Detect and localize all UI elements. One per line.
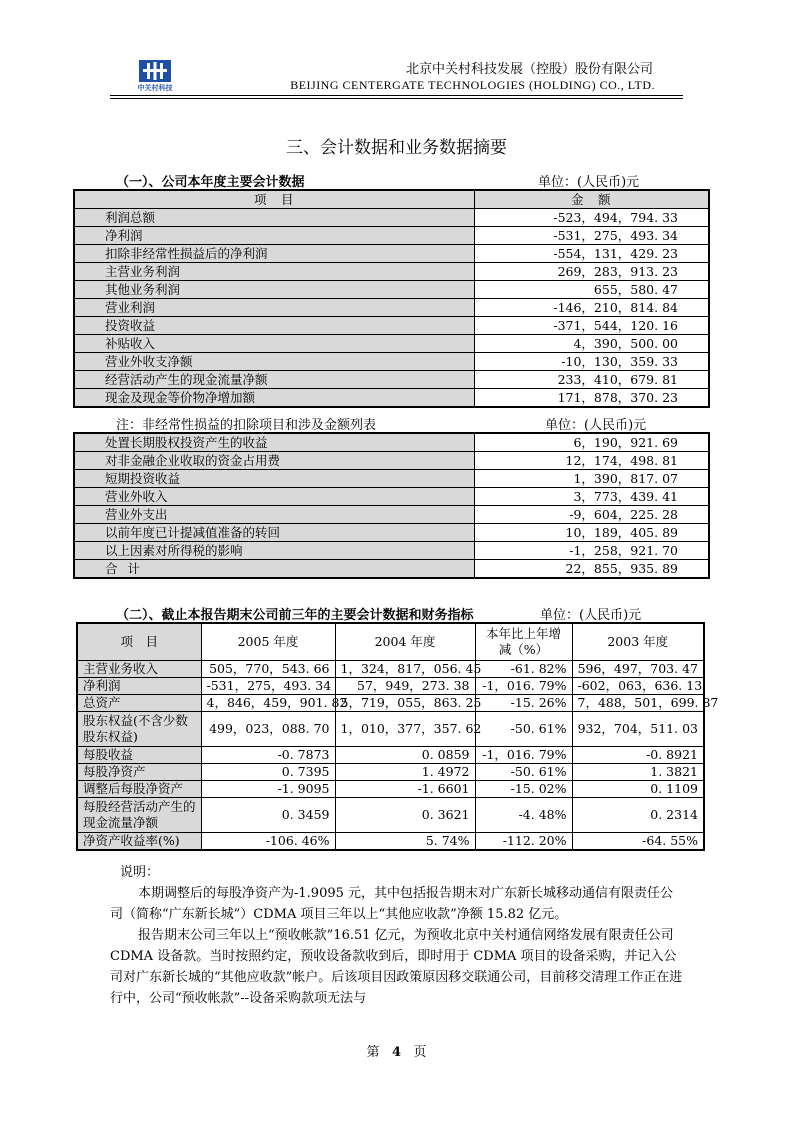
row-item: 短期投资收益 xyxy=(74,470,474,488)
col-amount-header: 金 额 xyxy=(474,190,709,209)
accounting-data-table xyxy=(73,189,710,408)
cell-2005: 0. 3459 xyxy=(201,798,335,833)
cell-change: -50. 61% xyxy=(475,764,572,781)
cell-2005: -106. 46% xyxy=(201,833,335,851)
note-text: 注：非经常性损益的扣除项目和涉及金额列表 xyxy=(116,418,377,433)
section1-unit: 单位：(人民币)元 xyxy=(538,175,640,190)
cell-2003: 0. 2314 xyxy=(572,798,704,833)
table-header-row xyxy=(74,190,709,209)
table-row xyxy=(74,488,709,506)
total-label: 合计 xyxy=(74,560,474,579)
company-name-en: BEIJING CENTERGATE TECHNOLOGIES (HOLDING) CO., LTD. xyxy=(290,78,655,92)
row-item: 补贴收入 xyxy=(74,335,474,353)
row-item: 对非金融企业收取的资金占用费 xyxy=(74,452,474,470)
table-row xyxy=(74,317,709,335)
row-amount: 171，878，370. 23 xyxy=(474,389,709,408)
total-row xyxy=(74,560,709,579)
section1-title: （一）、公司本年度主要会计数据 xyxy=(116,175,305,190)
logo-text: 中关村科技 xyxy=(137,84,173,92)
page-title: 三、会计数据和业务数据摘要 xyxy=(286,138,507,158)
row-item: 营业利润 xyxy=(74,299,474,317)
cell-2004: 0. 0859 xyxy=(335,747,475,764)
footer-suffix: 页 xyxy=(413,1045,427,1060)
table-row xyxy=(77,798,704,833)
cell-2005: -531，275，493. 34 xyxy=(201,678,335,695)
col-2005-header: 2005 年度 xyxy=(201,623,335,661)
row-item: 主营业务收入 xyxy=(77,661,201,678)
cell-change: -61. 82% xyxy=(475,661,572,678)
table-row xyxy=(74,209,709,227)
cell-2003: 596，497，703. 47 xyxy=(572,661,704,678)
col-change-header: 本年比上年增减（%） xyxy=(475,623,572,661)
row-item: 扣除非经常性损益后的净利润 xyxy=(74,245,474,263)
cell-2003: 1. 3821 xyxy=(572,764,704,781)
cell-2003: 7，488，501，699. 87 xyxy=(572,695,704,712)
table-row xyxy=(74,542,709,560)
explanation-paragraph: 报告期末公司三年以上“预收帐款”16.51 亿元，为预收北京中关村通信网络发展有限责任公司 CDMA 设备款。当时按照约定，预收设备款收到后，即时用于 CDMA 项目的设备采购，并记入公司对广东新长城的“其他应收款”帐户。后该项目因政策原因移交联通公司，目前移交清理工作正在进行中，公司“预收帐款”--设备采购款项无法与 xyxy=(110,928,683,1006)
header-rule-thin xyxy=(110,98,683,99)
cell-change: -112. 20% xyxy=(475,833,572,851)
section2-unit: 单位：(人民币)元 xyxy=(540,608,642,623)
cell-2005: -0. 7873 xyxy=(201,747,335,764)
cell-2005: 505，770，543. 66 xyxy=(201,661,335,678)
table-row xyxy=(74,452,709,470)
table-row xyxy=(74,389,709,408)
row-amount: -146，210，814. 84 xyxy=(474,299,709,317)
cell-2004: 1，010，377，357. 62 xyxy=(335,712,475,747)
cell-2003: -602，063，636. 13 xyxy=(572,678,704,695)
row-item: 净利润 xyxy=(77,678,201,695)
row-item: 以前年度已计提减值准备的转回 xyxy=(74,524,474,542)
cell-2003: 932，704，511. 03 xyxy=(572,712,704,747)
company-name-cn: 北京中关村科技发展（控股）股份有限公司 xyxy=(405,62,653,77)
cell-2003: -0. 8921 xyxy=(572,747,704,764)
cell-2005: -1. 9095 xyxy=(201,781,335,798)
row-item: 调整后每股净资产 xyxy=(77,781,201,798)
cell-2004: 5. 74% xyxy=(335,833,475,851)
cell-2005: 4，846，459，901. 82 xyxy=(201,695,335,712)
row-item: 主营业务利润 xyxy=(74,263,474,281)
cell-change: -1，016. 79% xyxy=(475,747,572,764)
row-item: 每股经营活动产生的现金流量净额 xyxy=(77,798,201,833)
row-amount: 1，390，817. 07 xyxy=(474,470,709,488)
cell-change: -4. 48% xyxy=(475,798,572,833)
row-item: 每股收益 xyxy=(77,747,201,764)
table-row xyxy=(74,524,709,542)
col-2003-header: 2003 年度 xyxy=(572,623,704,661)
row-amount: 3，773，439. 41 xyxy=(474,488,709,506)
cell-2004: 5，719，055，863. 25 xyxy=(335,695,475,712)
row-item: 每股净资产 xyxy=(77,764,201,781)
cell-2004: 0. 3621 xyxy=(335,798,475,833)
cell-2004: -1. 6601 xyxy=(335,781,475,798)
table-row xyxy=(74,227,709,245)
row-item: 其他业务利润 xyxy=(74,281,474,299)
section2-title: （二）、截止本报告期末公司前三年的主要会计数据和财务指标 xyxy=(116,608,474,623)
row-item: 经营活动产生的现金流量净额 xyxy=(74,371,474,389)
row-amount: 10，189，405. 89 xyxy=(474,524,709,542)
row-item: 处置长期股权投资产生的收益 xyxy=(74,433,474,452)
row-amount: -554，131，429. 23 xyxy=(474,245,709,263)
row-amount: -1，258，921. 70 xyxy=(474,542,709,560)
three-year-indicators-table xyxy=(76,622,719,851)
table-row xyxy=(74,470,709,488)
table-row xyxy=(77,678,704,695)
row-amount: -523，494，794. 33 xyxy=(474,209,709,227)
table-row xyxy=(74,335,709,353)
table-row xyxy=(74,371,709,389)
row-item: 净资产收益率(%) xyxy=(77,833,201,851)
table-row xyxy=(74,353,709,371)
row-amount: -10，130，359. 33 xyxy=(474,353,709,371)
explanation-paragraph: 本期调整后的每股净资产为-1.9095 元，其中包括报告期末对广东新长城移动通信有限责任公司（简称“广东新长城”）CDMA 项目三年以上“其他应收款”净额 15.82 亿元。 xyxy=(110,886,674,922)
row-item: 以上因素对所得税的影响 xyxy=(74,542,474,560)
total-amount: 22，855，935. 89 xyxy=(474,560,709,579)
col-item-header: 项 目 xyxy=(77,623,201,661)
row-amount: 4，390，500. 00 xyxy=(474,335,709,353)
table-row xyxy=(77,661,704,678)
cell-change: -50. 61% xyxy=(475,712,572,747)
table-row xyxy=(74,506,709,524)
row-amount: 6，190，921. 69 xyxy=(474,433,709,452)
row-amount: 269，283，913. 23 xyxy=(474,263,709,281)
col-2004-header: 2004 年度 xyxy=(335,623,475,661)
table-row xyxy=(74,263,709,281)
row-item: 营业外收支净额 xyxy=(74,353,474,371)
row-item: 营业外支出 xyxy=(74,506,474,524)
cell-2003: -64. 55% xyxy=(572,833,704,851)
page-number: 4 xyxy=(391,1045,402,1060)
cell-2004: 1，324，817，056. 45 xyxy=(335,661,475,678)
row-amount: -531，275，493. 34 xyxy=(474,227,709,245)
row-amount: 655，580. 47 xyxy=(474,281,709,299)
footer-prefix: 第 xyxy=(366,1045,380,1060)
row-item: 利润总额 xyxy=(74,209,474,227)
table-row xyxy=(77,695,704,712)
table-row xyxy=(77,764,704,781)
explanation xyxy=(110,862,685,1009)
table-header-row xyxy=(77,623,704,661)
table-row xyxy=(77,712,704,747)
cell-2003: 0. 1109 xyxy=(572,781,704,798)
header-rule xyxy=(110,95,683,96)
page-footer xyxy=(0,1041,793,1060)
non-recurring-items-table xyxy=(73,432,710,579)
col-item-header: 项 目 xyxy=(74,190,474,209)
row-item: 总资产 xyxy=(77,695,201,712)
row-amount: -9，604，225. 28 xyxy=(474,506,709,524)
cell-2005: 0. 7395 xyxy=(201,764,335,781)
cell-change: -15. 02% xyxy=(475,781,572,798)
row-item: 投资收益 xyxy=(74,317,474,335)
table-row xyxy=(74,433,709,452)
cell-2005: 499，023，088. 70 xyxy=(201,712,335,747)
row-item: 现金及现金等价物净增加额 xyxy=(74,389,474,408)
row-item: 营业外收入 xyxy=(74,488,474,506)
company-logo xyxy=(137,58,173,94)
cell-2004: 57，949，273. 38 xyxy=(335,678,475,695)
table-row xyxy=(74,245,709,263)
cell-2004: 1. 4972 xyxy=(335,764,475,781)
cell-change: -15. 26% xyxy=(475,695,572,712)
table-row xyxy=(77,781,704,798)
row-amount: 233，410，679. 81 xyxy=(474,371,709,389)
row-amount: -371，544，120. 16 xyxy=(474,317,709,335)
table-row xyxy=(77,747,704,764)
table-row xyxy=(74,299,709,317)
note-unit: 单位：(人民币)元 xyxy=(545,418,647,433)
row-item: 净利润 xyxy=(74,227,474,245)
row-item: 股东权益(不含少数股东权益) xyxy=(77,712,201,747)
table-row xyxy=(74,281,709,299)
explanation-heading: 说明： xyxy=(120,865,160,880)
cell-change: -1，016. 79% xyxy=(475,678,572,695)
table-row xyxy=(77,833,704,851)
row-amount: 12，174，498. 81 xyxy=(474,452,709,470)
